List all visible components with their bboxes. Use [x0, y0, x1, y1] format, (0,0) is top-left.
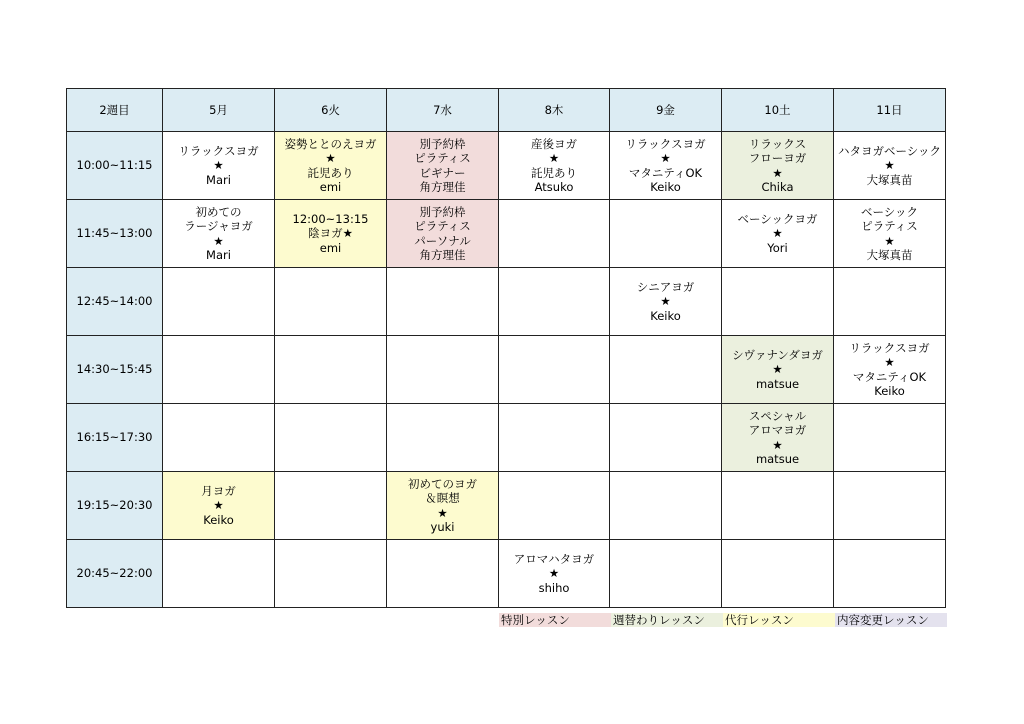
star-icon: ★	[325, 151, 336, 166]
legend-changed-label: 内容変更レッスン	[837, 613, 929, 627]
table-row	[67, 540, 946, 608]
lesson-text: アロマヨガ	[748, 423, 807, 438]
day-header-wed: 7水	[387, 89, 499, 132]
lesson-text: emi	[319, 240, 342, 255]
legend-special	[499, 613, 611, 627]
empty-cell	[499, 200, 610, 268]
empty-cell	[275, 268, 387, 336]
lesson-text: 別予約枠	[419, 204, 466, 219]
lesson-text: シヴァナンダヨガ	[732, 347, 823, 362]
time-slot-label: 19:15~20:30	[67, 472, 163, 540]
lesson-text: 角方理佳	[419, 247, 466, 262]
lesson-text: 大塚真苗	[866, 172, 913, 187]
header-row	[67, 89, 946, 132]
lesson-text: Yori	[767, 240, 788, 255]
lesson-text: ベーシック	[860, 204, 919, 219]
empty-cell	[275, 472, 387, 540]
empty-cell	[499, 472, 610, 540]
empty-cell	[610, 472, 722, 540]
star-icon: ★	[884, 355, 895, 370]
week-header: 2週目	[67, 89, 163, 132]
empty-cell	[834, 540, 946, 608]
star-icon: ★	[884, 158, 895, 173]
star-icon: ★	[772, 362, 783, 377]
lesson-cell-mon	[163, 132, 275, 200]
lesson-text: Keiko	[203, 512, 234, 527]
lesson-text: アロマハタヨガ	[513, 551, 595, 566]
lesson-text: 託児あり	[307, 165, 354, 180]
legend-substitute	[723, 613, 835, 627]
lesson-text: emi	[319, 179, 342, 194]
legend-weekly-label: 週替わりレッスン	[613, 613, 705, 627]
lesson-text: yuki	[430, 519, 455, 534]
lesson-text: Keiko	[650, 179, 681, 194]
lesson-text: 大塚真苗	[866, 247, 913, 262]
lesson-text: 初めての	[195, 204, 242, 219]
lesson-cell-fri	[610, 132, 722, 200]
empty-cell	[163, 540, 275, 608]
lesson-text: リラックスヨガ	[178, 143, 259, 158]
empty-cell	[610, 404, 722, 472]
lesson-text: Keiko	[650, 308, 681, 323]
day-header-mon: 5月	[163, 89, 275, 132]
empty-cell	[722, 472, 834, 540]
day-header-sat: 10土	[722, 89, 834, 132]
lesson-text: 陰ヨガ★	[308, 226, 353, 241]
legend-changed	[835, 613, 947, 627]
lesson-text: Keiko	[874, 383, 905, 398]
lesson-text: シニアヨガ	[636, 279, 695, 294]
lesson-text: Chika	[761, 179, 794, 194]
star-icon: ★	[213, 233, 224, 248]
lesson-text: Mari	[206, 247, 231, 262]
star-icon: ★	[660, 151, 671, 166]
empty-cell	[722, 268, 834, 336]
star-icon: ★	[772, 165, 783, 180]
schedule-body	[67, 132, 946, 608]
star-icon: ★	[660, 294, 671, 309]
empty-cell	[499, 404, 610, 472]
lesson-text: 月ヨガ	[201, 483, 236, 498]
legend-weekly	[611, 613, 723, 627]
lesson-cell-tue	[275, 200, 387, 268]
time-slot-label: 11:45~13:00	[67, 200, 163, 268]
lesson-cell-wed	[387, 132, 499, 200]
star-icon: ★	[548, 151, 560, 166]
lesson-text: ピラティス	[414, 219, 471, 234]
empty-cell	[163, 336, 275, 404]
lesson-text: リラックス	[748, 136, 807, 151]
empty-cell	[387, 404, 499, 472]
lesson-text: マタニティOK	[852, 369, 927, 384]
lesson-cell-sun	[834, 336, 946, 404]
empty-cell	[163, 268, 275, 336]
lesson-text: ＆瞑想	[425, 491, 460, 506]
lesson-cell-mon	[163, 200, 275, 268]
lesson-text: フローヨガ	[748, 151, 807, 166]
empty-cell	[610, 200, 722, 268]
table-row	[67, 132, 946, 200]
empty-cell	[834, 404, 946, 472]
lesson-cell-mon	[163, 472, 275, 540]
table-row	[67, 336, 946, 404]
lesson-cell-sat	[722, 404, 834, 472]
lesson-cell-wed	[387, 472, 499, 540]
empty-cell	[722, 540, 834, 608]
star-icon: ★	[437, 505, 448, 520]
star-icon: ★	[772, 226, 783, 241]
time-slot-label: 12:45~14:00	[67, 268, 163, 336]
lesson-text: ピラティス	[414, 151, 471, 166]
lesson-cell-tue	[275, 132, 387, 200]
legend-substitute-label: 代行レッスン	[725, 613, 794, 627]
empty-cell	[387, 268, 499, 336]
lesson-text: スペシャル	[748, 408, 807, 423]
empty-cell	[275, 540, 387, 608]
lesson-text: matsue	[755, 376, 800, 391]
lesson-text: ベーシックヨガ	[737, 211, 818, 226]
table-row	[67, 268, 946, 336]
lesson-text: Atsuko	[534, 179, 574, 194]
empty-cell	[387, 336, 499, 404]
lesson-text: 産後ヨガ	[531, 136, 577, 151]
lesson-text: 初めてのヨガ	[408, 476, 477, 491]
day-header-fri: 9金	[610, 89, 722, 132]
empty-cell	[387, 540, 499, 608]
empty-cell	[610, 336, 722, 404]
lesson-text: 12:00~13:15	[292, 211, 369, 226]
empty-cell	[163, 404, 275, 472]
lesson-text: 姿勢ととのえヨガ	[284, 136, 377, 151]
lesson-text: shiho	[538, 580, 570, 595]
star-icon: ★	[772, 437, 783, 452]
lesson-text: 角方理佳	[419, 179, 466, 194]
empty-cell	[275, 336, 387, 404]
empty-cell	[275, 404, 387, 472]
lesson-text: 別予約枠	[419, 136, 466, 151]
empty-cell	[834, 268, 946, 336]
lesson-text: ピラティス	[861, 219, 918, 234]
star-icon: ★	[213, 158, 224, 173]
schedule-table	[66, 88, 946, 608]
lesson-text: 託児あり	[531, 165, 577, 180]
lesson-cell-sat	[722, 200, 834, 268]
star-icon: ★	[548, 566, 560, 581]
lesson-text: matsue	[755, 451, 800, 466]
lesson-cell-thu	[499, 540, 610, 608]
lesson-text: パーソナル	[414, 233, 471, 248]
lesson-text: Mari	[206, 172, 231, 187]
lesson-text: ビギナー	[419, 165, 466, 180]
legend-special-label: 特別レッスン	[501, 613, 570, 627]
lesson-cell-thu	[499, 132, 610, 200]
lesson-cell-sun	[834, 200, 946, 268]
table-row	[67, 472, 946, 540]
time-slot-label: 16:15~17:30	[67, 404, 163, 472]
time-slot-label: 10:00~11:15	[67, 132, 163, 200]
time-slot-label: 20:45~22:00	[67, 540, 163, 608]
lesson-cell-sat	[722, 336, 834, 404]
lesson-text: リラックスヨガ	[625, 136, 706, 151]
lesson-text: ラージャヨガ	[184, 219, 253, 234]
star-icon: ★	[213, 498, 224, 513]
day-header-tue: 6火	[275, 89, 387, 132]
empty-cell	[499, 336, 610, 404]
table-row	[67, 404, 946, 472]
day-header-thu: 8木	[499, 89, 610, 132]
time-slot-label: 14:30~15:45	[67, 336, 163, 404]
lesson-cell-sat	[722, 132, 834, 200]
day-header-sun: 11日	[834, 89, 946, 132]
empty-cell	[834, 472, 946, 540]
empty-cell	[610, 540, 722, 608]
lesson-text: マタニティOK	[628, 165, 703, 180]
lesson-text: リラックスヨガ	[849, 340, 930, 355]
star-icon: ★	[884, 233, 895, 248]
lesson-cell-fri	[610, 268, 722, 336]
lesson-text: ハタヨガベーシック	[837, 143, 942, 158]
lesson-cell-wed	[387, 200, 499, 268]
table-row	[67, 200, 946, 268]
lesson-cell-sun	[834, 132, 946, 200]
empty-cell	[499, 268, 610, 336]
